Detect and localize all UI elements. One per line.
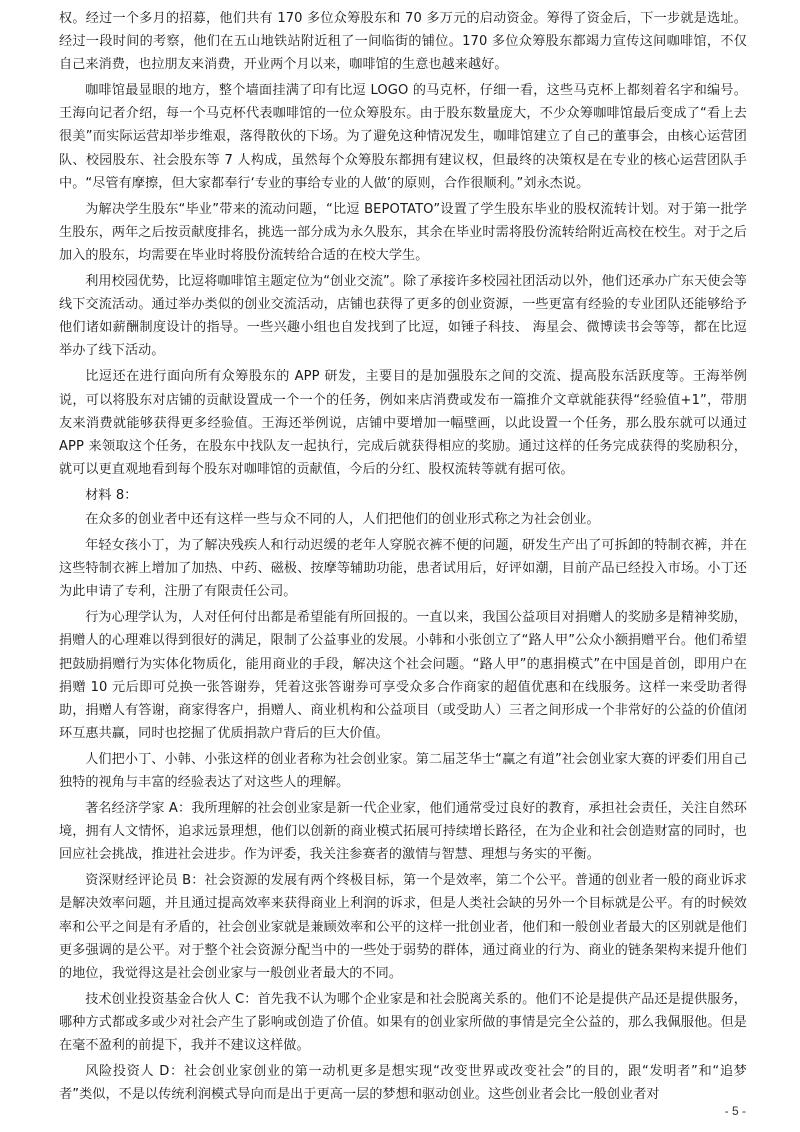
paragraph: 咖啡馆最显眼的地方，整个墙面挂满了印有比逗 LOGO 的马克杯，仔细一看，这些马克杯上都刻着名字和编号。王海向记者介绍，每一个马克杯代表咖啡馆的一位众筹股东。由于股东数量庞大，不少众筹咖啡馆最后变成了“看上去很美”而实际运营却举步维艰，落得散伙的下场。为了避免这种情况发生，咖啡馆建立了自己的董事会，由核心运营团队、校园股东、社会股东等 7 人构成，虽然每个众筹股东都拥有建议权，但最终的决策权是在专业的核心运营团队手中。“尽管有摩擦，但大家都奉行‘专业的事给专业的人做’的原则，合作很顺利。”刘永杰说。	[59, 83, 747, 191]
paragraph-continued: 权。经过一个多月的招募，他们共有 170 多位众筹股东和 70 多万元的启动资金。筹得了资金后，下一步就是选址。经过一段时间的考察，他们在五山地铁站附近租了一间临街的铺位。170 多位众筹股东都竭力宣传这间咖啡馆，不仅自己来消费，也拉朋友来消费，开业两个月以来，咖啡馆的生意也越来越好。	[59, 11, 747, 73]
material-label: 材料 8：	[85, 487, 138, 503]
paragraph: 行为心理学认为，人对任何付出都是希望能有所回报的。一直以来，我国公益项目对捐赠人的奖励多是精神奖励，捐赠人的心理难以得到很好的满足，限制了公益事业的发展。小韩和小张创立了“路人甲”公众小额捐赠平台。他们希望把鼓励捐赠行为实体化物质化，能用商业的手段，解决这个社会问题。“路人甲”的惠捐模式”在中国是首创，即用户在捐赠 10 元后即可兑换一张答谢券，凭着这张答谢券可享受众多合作商家的超值优惠和在线服务。这样一来受助者得助，捐赠人有答谢，商家得客户，捐赠人、商业机构和公益项目（或受助人）三者之间形成一个非常好的公益的价值闭环互惠共赢，同时也挖掘了优质捐款户背后的巨大价值。	[59, 610, 747, 741]
paragraph: 在众多的创业者中还有这样一些与众不同的人，人们把他们的创业形式称之为社会创业。	[85, 511, 600, 527]
page-number: - 5 -	[724, 1104, 746, 1118]
paragraph: 风险投资人 D：社会创业家创业的第一动机更多是想实现“改变世界或改变社会”的目的，跟“发明者”和“追梦者”类似，不是以传统利润模式导向而是出于更高一层的梦想和驱动创业。这些创业者会比一般创业者对	[59, 1064, 747, 1103]
paragraph: 为解决学生股东“毕业”带来的流动问题，“比逗 BEPOTATO”设置了学生股东毕业的股权流转计划。对于第一批学生股东，两年之后按贡献度排名，挑选一部分成为永久股东，其余在毕业时需将股份流转给附近高校在校生。对于之后加入的股东，均需要在毕业时将股份流转给合适的在校大学生。	[59, 201, 747, 263]
paragraph: 人们把小丁、小韩、小张这样的创业者称为社会创业家。第二届芝华士“赢之有道”社会创业家大赛的评委们用自己独特的视角与丰富的经验表达了对这些人的理解。	[59, 751, 747, 790]
paragraph: 年轻女孩小丁，为了解决残疾人和行动迟缓的老年人穿脱衣裤不便的问题，研发生产出了可拆卸的特制衣裤，并在这些特制衣裤上增加了加热、中药、磁极、按摩等辅助功能，患者试用后，好评如潮，目前产品已经投入市场。小丁还为此申请了专利，注册了有限责任公司。	[59, 538, 747, 600]
paragraph: 比逗还在进行面向所有众筹股东的 APP 研发，主要目的是加强股东之间的交流、提高股东活跃度等。王海举例说，可以将股东对店铺的贡献设置成一个一个的任务，例如来店消费或发布一篇推介文章就能获得“经验值+1”，带朋友来消费就能够获得更多经验值。王海还举例说，店铺中要增加一幅壁画，以此设置一个任务，那么股东就可以通过 APP 来领取这个任务，在股东中找队友一起执行，完成后就获得相应的奖励。通过这样的任务完成获得的奖励积分，就可以更直观地看到每个股东对咖啡馆的贡献值，今后的分红、股权流转等就有据可依。	[59, 369, 747, 477]
paragraph: 利用校园优势，比逗将咖啡馆主题定位为“创业交流”。除了承接许多校园社团活动以外，他们还承办广东天使会等线下交流活动。通过举办类似的创业交流活动，店铺也获得了更多的创业资源，一些更富有经验的专业团队还能够给予他们诸如薪酬制度设计的指导。一些兴趣小组也自发找到了比逗，如锤子科技、 海星会、微博读书会等等，都在比逗举办了线下活动。	[59, 274, 747, 359]
document-page	[59, 7, 747, 1109]
paragraph: 著名经济学家 A：我所理解的社会创业家是新一代企业家，他们通常受过良好的教育，承担社会责任，关注自然环境，拥有人文情怀，追求远景理想，他们以创新的商业模式拓展可持续增长路径，在为企业和社会创造财富的同时，也回应社会挑战，推进社会进步。作为评委，我关注参赛者的激情与智慧、理想与务实的平衡。	[59, 801, 747, 863]
paragraph: 技术创业投资基金合伙人 C：首先我不认为哪个企业家是和社会脱离关系的。他们不论是提供产品还是提供服务，哪种方式都或多或少对社会产生了影响或创造了价值。如果有的创业家所做的事情是完全公益的，那么我佩服他。但是在毫不盈利的前提下，我并不建议这样做。	[59, 991, 747, 1054]
paragraph: 资深财经评论员 B：社会资源的发展有两个终极目标，第一个是效率，第二个公平。普通的创业者一般的商业诉求是解决效率问题，并且通过提高效率来获得商业上利润的诉求，但是人类社会缺的另外一个目标就是公平。有的时候效率和公平之间是有矛盾的，社会创业家就是兼顾效率和公平的这样一批创业者，他们和一般创业者最大的区别就是他们更多强调的是公平。对于整个社会资源分配当中的一些处于弱势的群体，通过商业的行为、商业的链条架构来提升他们的地位，我觉得这是社会创业家与一般创业者最大的不同。	[59, 873, 747, 981]
